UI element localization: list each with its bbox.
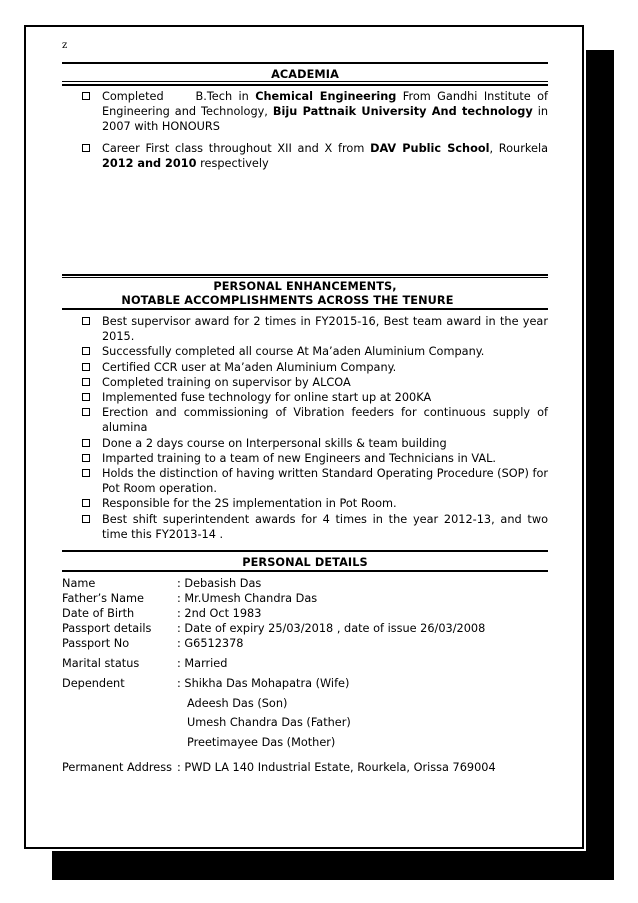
detail-value: : PWD LA 140 Industrial Estate, Rourkela, Orissa 769004 [177,761,496,774]
checkbox-bullet-icon [82,144,90,152]
checkbox-bullet-icon [82,317,90,325]
detail-row-passport-details [62,622,548,637]
enhancement-item: Imparted training to a team of new Engineers and Technicians in VAL. [62,451,548,466]
checkbox-bullet-icon [82,92,90,100]
enhancement-item: Best supervisor award for 2 times in FY2015-16, Best team award in the year 2015. [62,314,548,344]
personal-heading: PERSONAL DETAILS [242,556,368,569]
detail-label: Date of Birth [62,607,135,620]
detail-label: Name [62,577,96,590]
checkbox-bullet-icon [82,408,90,416]
academia-item: Career First class throughout XII and X from DAV Public School, Rourkela 2012 and 2010 respectively [62,141,548,171]
detail-row-marital [62,657,548,672]
academia-heading: ACADEMIA [271,68,339,81]
personal-rule-top [62,550,548,552]
checkbox-bullet-icon [82,363,90,371]
academia-rule-bottom [62,84,548,86]
enhancement-item: Responsible for the 2S implementation in Pot Room. [62,496,548,511]
detail-label: Father’s Name [62,592,144,605]
academia-rule-mid [62,81,548,82]
academia-item: Completed B.Tech in Chemical Engineering From Gandhi Institute of Engineering and Technology, Biju Pattnaik University And technology in 2007 with HONOURS [62,89,548,134]
detail-label: Permanent Address [62,761,173,774]
academia-rule-top [62,62,548,64]
checkbox-bullet-icon [82,454,90,462]
detail-value: : Debasish Das [177,577,262,590]
detail-value: : 2nd Oct 1983 [177,607,262,620]
dependent-entry: Adeesh Das (Son) [187,697,288,710]
enhancement-item: Erection and commissioning of Vibration feeders for continuous supply of alumina [62,405,548,435]
detail-value: : Married [177,657,228,670]
enhancement-item: Implemented fuse technology for online start up at 200KA [62,390,548,405]
detail-label: Dependent [62,677,125,690]
detail-row-name [62,577,548,592]
enhancement-item: Certified CCR user at Ma’aden Aluminium Company. [62,360,548,375]
checkbox-bullet-icon [82,439,90,447]
enhancements-heading-1: PERSONAL ENHANCEMENTS, [213,280,397,293]
checkbox-bullet-icon [82,347,90,355]
detail-row-dependent [62,677,548,692]
page-shadow-bottom [52,851,614,880]
enhancement-item: Successfully completed all course At Ma’aden Aluminium Company. [62,344,548,359]
detail-value: : Shikha Das Mohapatra (Wife) [177,677,350,690]
checkbox-bullet-icon [82,469,90,477]
enhancement-item: Best shift superintendent awards for 4 times in the year 2012-13, and two time this FY2013-14 . [62,512,548,542]
detail-label: Passport details [62,622,152,635]
checkbox-bullet-icon [82,378,90,386]
detail-value: : Mr.Umesh Chandra Das [177,592,318,605]
checkbox-bullet-icon [82,393,90,401]
detail-row-father [62,592,548,607]
enhancements-heading-2: NOTABLE ACCOMPLISHMENTS ACROSS THE TENURE [121,294,454,307]
detail-label: Marital status [62,657,140,670]
detail-row-dob [62,607,548,622]
detail-value: : Date of expiry 25/03/2018 , date of issue 26/03/2008 [177,622,486,635]
enhancements-rule-top-thin [62,277,548,278]
academia-list [62,89,548,171]
detail-value: : G6512378 [177,637,244,650]
checkbox-bullet-icon [82,515,90,523]
enhancements-rule-top [62,274,548,276]
dependent-entry: Preetimayee Das (Mother) [187,736,336,749]
stray-character: z [62,40,68,51]
checkbox-bullet-icon [82,499,90,507]
detail-row-passport-no [62,637,548,652]
detail-label: Passport No [62,637,130,650]
enhancement-item: Holds the distinction of having written Standard Operating Procedure (SOP) for Pot Room operation. [62,466,548,496]
dependent-entry: Umesh Chandra Das (Father) [187,716,351,729]
enhancement-item: Completed training on supervisor by ALCOA [62,375,548,390]
enhancement-item: Done a 2 days course on Interpersonal skills & team building [62,436,548,451]
page-shadow-right [586,50,614,880]
enhancements-rule-bottom [62,308,548,310]
detail-row-address [62,761,548,776]
enhancements-list [62,314,548,542]
personal-rule-bottom [62,570,548,572]
